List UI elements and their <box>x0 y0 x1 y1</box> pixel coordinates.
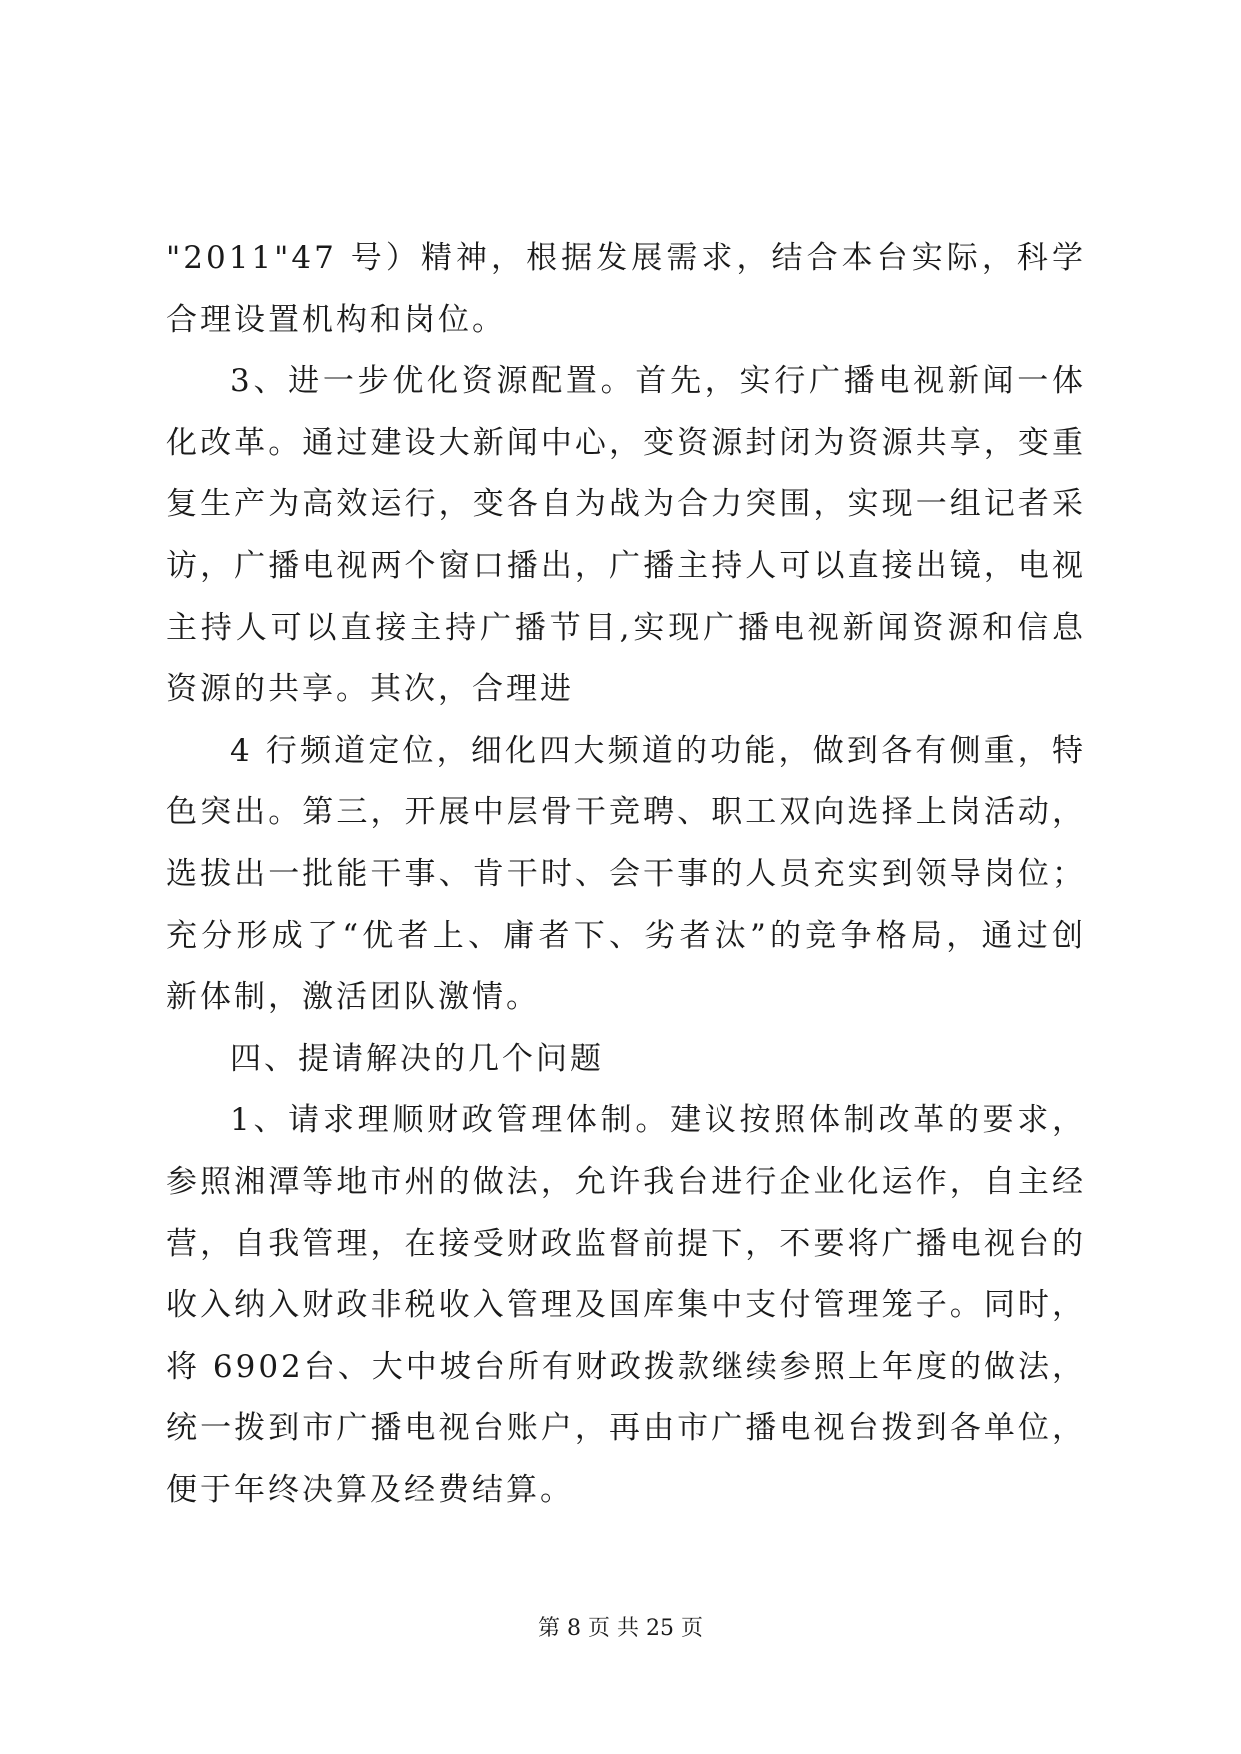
paragraph-4: 1、请求理顺财政管理体制。建议按照体制改革的要求，参照湘潭等地市州的做法，允许我台进行企业化运作，自主经营，自我管理，在接受财政监督前提下，不要将广播电视台的收入纳入财政非税收入管理及国库集中支付管理笼子。同时，将 6902台、大中坡台所有财政拨款继续参照上年度的做法，统一拨到市广播电视台账户，再由市广播电视台拨到各单位，便于年终决算及经费结算。 <box>166 1102 1086 1508</box>
section-heading: 四、提请解决的几个问题 <box>230 1040 604 1077</box>
document-body <box>166 228 1086 1521</box>
paragraph-2: 3、进一步优化资源配置。首先，实行广播电视新闻一体化改革。通过建设大新闻中心，变资源封闭为资源共享，变重复生产为高效运行，变各自为战为合力突围，实现一组记者采访，广播电视两个窗口播出，广播主持人可以直接出镜，电视主持人可以直接主持广播节目,实现广播电视新闻资源和信息资源的共享。其次，合理进 <box>166 363 1086 708</box>
paragraph-1: "2011"47 号）精神，根据发展需求，结合本台实际，科学合理设置机构和岗位。 <box>166 240 1086 338</box>
page-footer: 第 8 页 共 25 页 <box>538 1616 703 1641</box>
paragraph-3: 4 行频道定位，细化四大频道的功能，做到各有侧重，特色突出。第三，开展中层骨干竞聘、职工双向选择上岗活动，选拔出一批能干事、肯干时、会干事的人员充实到领导岗位；充分形成了“优者上、庸者下、劣者汰”的竞争格局，通过创新体制，激活团队激情。 <box>166 732 1086 1016</box>
